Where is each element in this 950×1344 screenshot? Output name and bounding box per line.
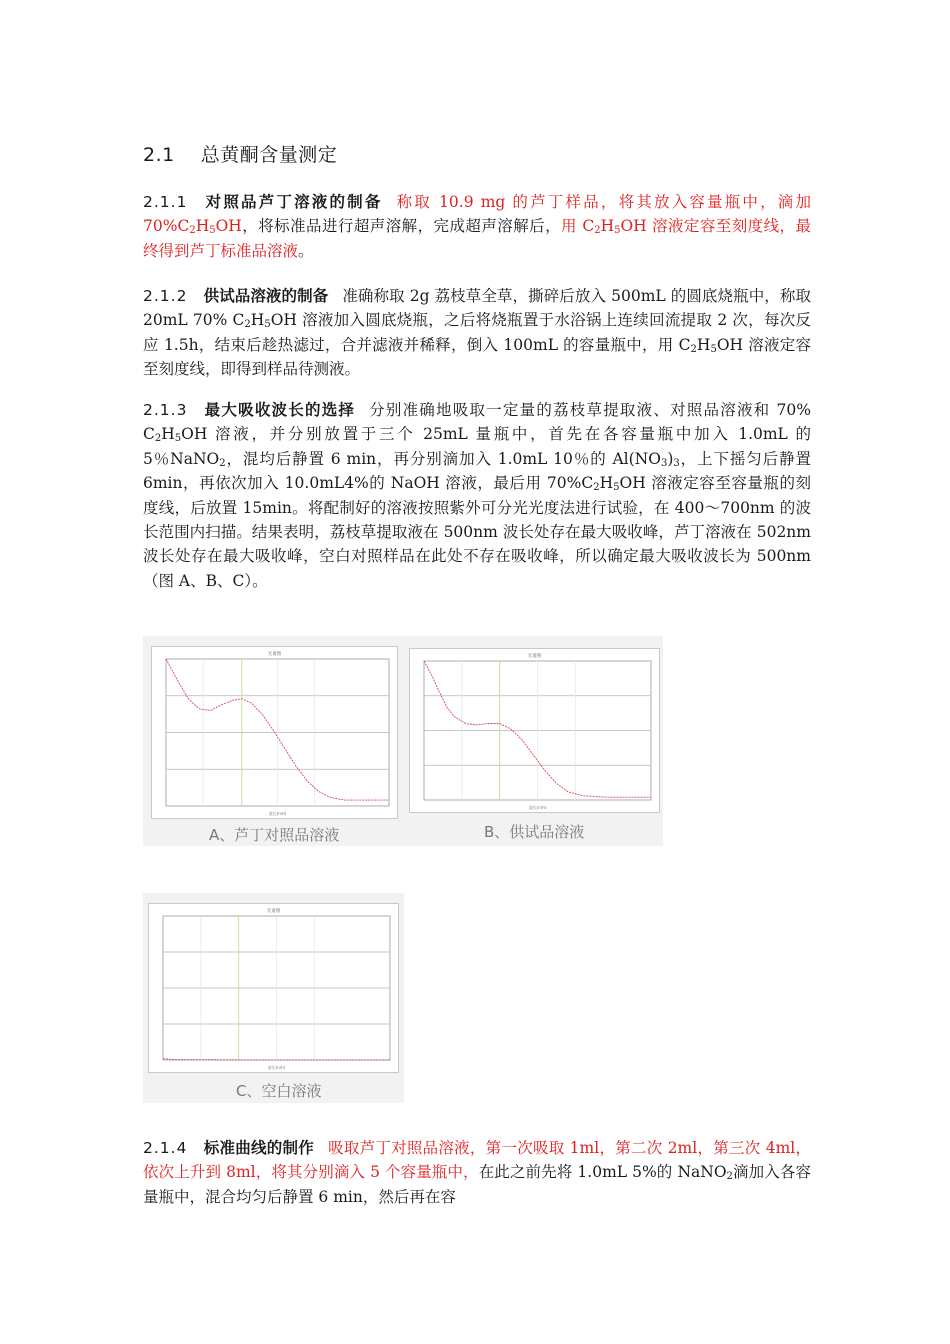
subsection-heading-2-1-3 (143, 401, 369, 419)
body-text: 。 (298, 241, 314, 260)
x-axis-label: 波长(nm) (528, 805, 547, 810)
subscript: 5 (613, 482, 620, 494)
body-text: OH 溶液，并分别放置于三个 25mL 量瓶中，首先在各容量瓶中加入 1.0mL 的 5％NaNO (143, 425, 811, 468)
subsection-heading-2-1-4 (143, 1139, 328, 1157)
chart-frame-c (148, 903, 399, 1073)
subsection-heading-2-1-1 (143, 193, 397, 211)
body-text: H (161, 425, 175, 444)
subscript: 2 (189, 225, 196, 237)
subsection-number: 2.1.1 (143, 193, 188, 211)
subscript: 2 (594, 225, 601, 237)
subscript: 2 (593, 482, 600, 494)
subscript: 3 (673, 457, 680, 469)
subsection-heading-2-1-2 (143, 287, 342, 305)
subsection-title: 对照品芦丁溶液的制备 (203, 193, 383, 211)
figure-b-caption: B、供试品溶液 (484, 823, 585, 841)
paragraph-2-1-4 (143, 1136, 811, 1209)
spectrum-chart-c (149, 904, 398, 1072)
body-text: 分别准确地吸取一定量的荔枝草提取液、对照品溶液和 70% C (143, 401, 811, 444)
figure-a-caption: A、芦丁对照品溶液 (209, 826, 340, 844)
section-title: 总黄酮含量测定 (200, 144, 338, 166)
body-text: OH 溶液定容至刻度线，即得到样品待测液。 (143, 335, 811, 379)
subscript: 5 (209, 225, 216, 237)
body-text: 准确称取 2g 荔枝草全草，撕碎后放入 500mL 的圆底烧瓶中，称取 20mL 70% C (143, 287, 811, 330)
red-text: H (195, 217, 210, 236)
subscript: 2 (154, 433, 162, 445)
paragraph-2-1-1 (143, 190, 811, 263)
subscript: 5 (264, 319, 271, 331)
subsection-title: 标准曲线的制作 (203, 1139, 315, 1157)
red-text: H (600, 217, 615, 236)
subscript: 2 (726, 1171, 733, 1183)
red-text: 称取 10.9 mg 的芦丁样品，将其放入容量瓶中，滴加 70%C (143, 193, 811, 236)
body-text: H (696, 335, 711, 354)
section-heading (143, 140, 337, 167)
paragraph-2-1-3 (143, 398, 811, 593)
red-text: 吸取芦丁对照品溶液，第一次吸取 1ml，第二次 2ml，第三次 4ml，依次上升到 8ml，将其分别滴入 5 个容量瓶中， (143, 1139, 811, 1182)
body-text: H (250, 311, 265, 330)
chart-title: 光谱图 (266, 909, 281, 914)
paragraph-2-1-2 (143, 284, 811, 382)
subscript: 5 (710, 343, 717, 355)
subscript: 5 (174, 433, 182, 445)
section-number: 2.1 (143, 144, 175, 166)
red-text: 用 C (561, 217, 595, 236)
figure-c-caption: C、空白溶液 (236, 1082, 322, 1100)
x-axis-label: 波长(nm) (268, 811, 287, 816)
subsection-number: 2.1.4 (143, 1139, 188, 1157)
body-text: H (599, 474, 614, 493)
chart-title: 光谱图 (267, 652, 282, 657)
body-text: ) (667, 449, 674, 468)
subscript: 2 (244, 319, 251, 331)
body-text: OH 溶液定容至容量瓶的刻度线，后放置 15min。将配制好的溶液按照紫外可分光光度法进行试验，在 400～700nm 的波长范围内扫描。结果表明，荔枝草提取液在 500nm 波长处存在最大吸收峰，芦丁溶液在 502nm 波长处存在最大吸收峰，空白对照样品在此处不存在吸收峰，所以确定最大吸收波长为 500nm（图 A、B、C）。 (143, 474, 812, 590)
red-text: OH (215, 217, 242, 236)
body-text: 滴加入各容量瓶中，混合均匀后静置 6 min，然后再在容 (143, 1163, 811, 1206)
body-text: ，上下摇匀后静置 6min，再依次加入 10.0mL4%的 NaOH 溶液，最后用 70%C (143, 449, 811, 493)
subsection-number: 2.1.3 (143, 401, 188, 419)
subscript: 5 (614, 225, 621, 237)
red-text: OH 溶液定容至刻度线，最终得到芦丁标准品溶液 (143, 217, 811, 260)
chart-frame-a (151, 646, 398, 819)
subscript: 3 (660, 457, 668, 469)
spectrum-chart-b (410, 649, 659, 812)
body-text: ，混均后静置 6 min，再分别滴加入 1.0mL 10％的 Al(NO (225, 449, 661, 468)
subsection-number: 2.1.2 (143, 287, 188, 305)
x-axis-label: 波长(nm) (267, 1065, 286, 1070)
chart-title: 光谱图 (527, 654, 542, 659)
body-text: ，将标准品进行超声溶解，完成超声溶解后， (241, 217, 562, 236)
chart-frame-b (409, 648, 660, 813)
body-text: 在此之前先将 1.0mL 5%的 NaNO (478, 1163, 727, 1182)
subsection-title: 供试品溶液的制备 (203, 287, 329, 305)
subscript: 2 (219, 457, 226, 469)
subsection-title: 最大吸收波长的选择 (203, 401, 356, 419)
spectrum-chart-a (152, 647, 397, 818)
body-text: OH 溶液加入圆底烧瓶，之后将烧瓶置于水浴锅上连续回流提取 2 次，每次反应 1.5h，结束后趁热滤过，合并滤液并稀释，倒入 100mL 的容量瓶中，用 C (143, 311, 811, 354)
subscript: 2 (690, 343, 697, 355)
